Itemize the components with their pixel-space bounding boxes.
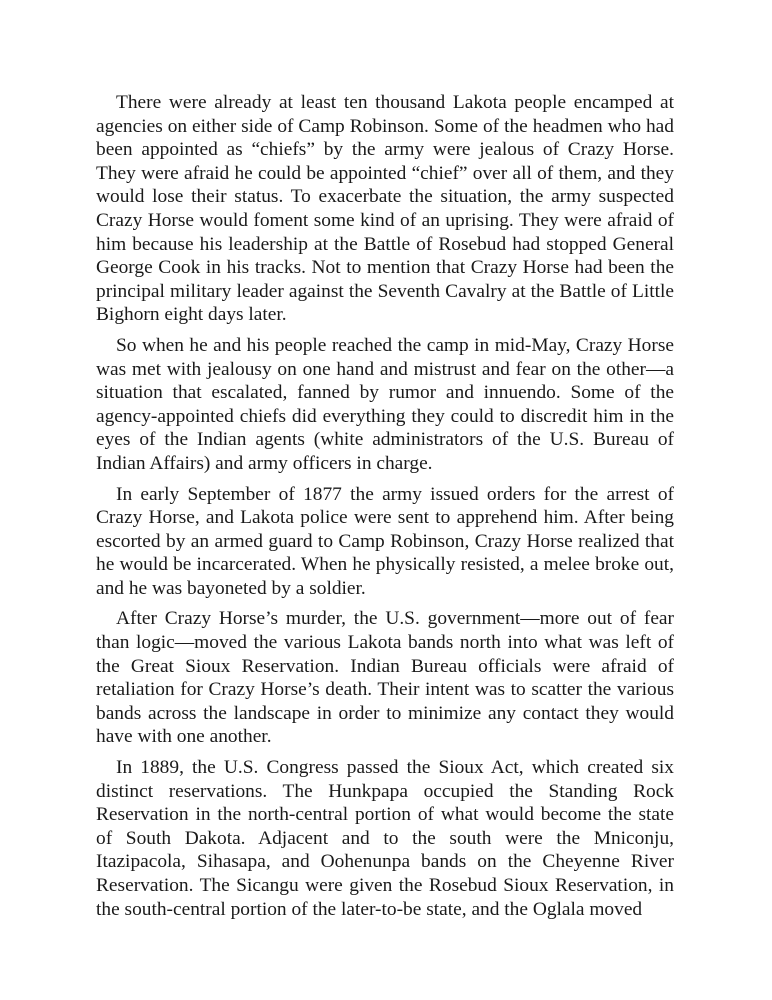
paragraph-4: After Crazy Horse’s murder, the U.S. government—more out of fear than logic—moved the various Lakota bands north into what was left of the Great Sioux Reservation. Indian Bureau officials were afraid of retaliation for Crazy Horse’s death. Their intent was to scatter the various bands across the landscape in order to minimize any contact they would have with one another. [96,608,674,748]
paragraph-5: In 1889, the U.S. Congress passed the Sioux Act, which created six distinct reservations. The Hunkpapa occupied the Standing Rock Reservation in the north-central portion of what would become the state of South Dakota. Adjacent and to the south were the Mniconju, Itazipacola, Sihasapa, and Oohenunpa bands on the Cheyenne River Reservation. The Sicangu were given the Rosebud Sioux Reservation, in the south-central portion of the later-to-be state, and the Oglala moved [96,757,674,920]
paragraph-2: So when he and his people reached the camp in mid-May, Crazy Horse was met with jealousy on one hand and mistrust and fear on the other—a situation that escalated, fanned by rumor and innuendo. Some of the agency-appointed chiefs did everything they could to discredit him in the eyes of the Indian agents (white administrators of the U.S. Bureau of Indian Affairs) and army officers in charge. [96,334,674,474]
paragraph-3: In early September of 1877 the army issued orders for the arrest of Crazy Horse, and Lakota police were sent to apprehend him. After being escorted by an armed guard to Camp Robinson, Crazy Horse realized that he would be incarcerated. When he physically resisted, a melee broke out, and he was bayoneted by a soldier. [96,483,674,599]
page-body [96,91,674,928]
paragraph-1: There were already at least ten thousand Lakota people encamped at agencies on either side of Camp Robinson. Some of the headmen who had been appointed as “chiefs” by the army were jealous of Crazy Horse. They were afraid he could be appointed “chief” over all of them, and they would lose their status. To exacerbate the situation, the army suspected Crazy Horse would foment some kind of an uprising. They were afraid of him because his leadership at the Battle of Rosebud had stopped General George Cook in his tracks. Not to mention that Crazy Horse had been the principal military leader against the Seventh Cavalry at the Battle of Little Bighorn eight days later. [96,92,674,326]
